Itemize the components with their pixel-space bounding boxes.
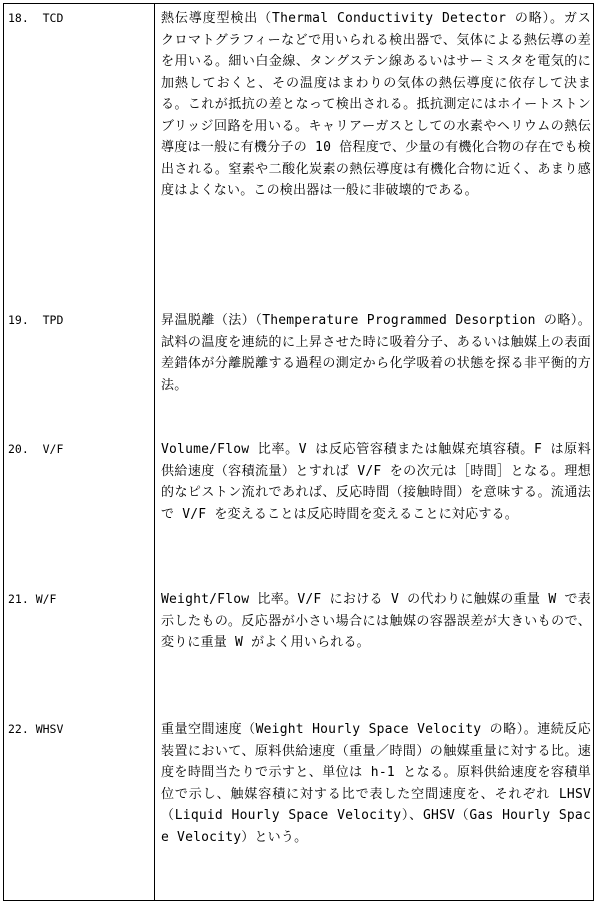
term-description: 昇温脱離（法）（Themperature Programmed Desorption の略）。試料の温度を連続的に上昇させた時に吸着分子、あるいは触媒上の表面差錯体が分離脱離する過程の測定から化学吸着の状態を探る非平衡的方法。 bbox=[161, 313, 591, 393]
term-label: 18. TCD bbox=[8, 11, 64, 25]
term-label: 19. TPD bbox=[8, 313, 64, 327]
term-description: Weight/Flow 比率。V/F における V の代わりに触媒の重量 W で表示したもの。反応器が小さい場合には触媒の容器誤差が大きいもので、変りに重量 W がよく用いられる。 bbox=[161, 592, 591, 650]
term-description: 熱伝導度型検出（Thermal Conductivity Detector の略）。ガスクロマトグラフィーなどで用いられる検出器で、気体による熱伝導の差を用いる。細い白金線、タングステン線あるいはサーミスタを電気的に加熱しておくと、その温度はまわりの気体の熱伝導度に依存して決まる。これが抵抗の差となって検出される。抵抗測定にはホイートストンブリッジ回路を用いる。キャリアーガスとしての水素やヘリウムの熱伝導度は一般に有機分子の 10 倍程度で、少量の有機化合物の存在でも検出される。窒素や二酸化炭素の熱伝導度は有機化合物に近く、あまり感度はよくない。この検出器は一般に非破壊的である。 bbox=[161, 11, 591, 198]
term-description: 重量空間速度（Weight Hourly Space Velocity の略）。連続反応装置において、原料供給速度（重量／時間）の触媒重量に対する比。速度を時間当たりで示すと、単位は h-1 となる。原料供給速度を容積単位で示し、触媒容積に対する比で表した空間速度を、それぞれ LHSV（Liquid Hourly Space Velocity）、GHSV（Gas Hourly Space Velocity）という。 bbox=[161, 722, 591, 845]
term-label: 21. W/F bbox=[8, 592, 57, 606]
column-divider bbox=[154, 4, 155, 900]
term-description: Volume/Flow 比率。V は反応管容積または触媒充填容積。F は原料供給速度（容積流量）とすれば V/F をの次元は［時間］となる。理想的なピストン流れであれば、反応時間（接触時間）を意味する。流通法で V/F を変えることは反応時間を変えることに対応する。 bbox=[161, 442, 591, 522]
glossary-table bbox=[3, 3, 594, 901]
term-label: 22. WHSV bbox=[8, 722, 64, 736]
term-label: 20. V/F bbox=[8, 442, 64, 456]
